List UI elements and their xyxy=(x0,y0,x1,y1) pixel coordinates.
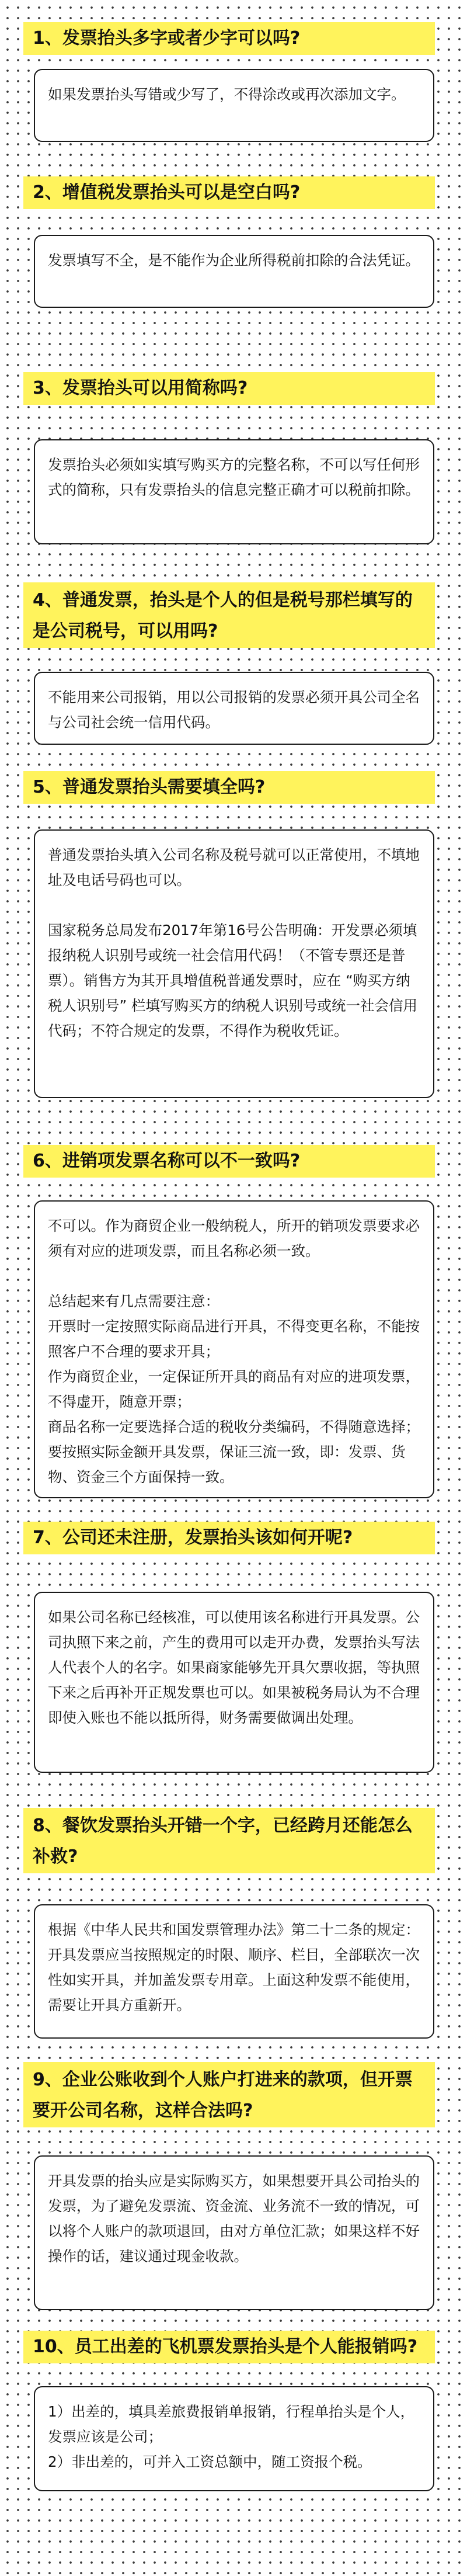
question-heading: 3、发票抬头可以用简称吗? xyxy=(23,372,435,405)
answer-box: 根据《中华人民共和国发票管理办法》第二十二条的规定：开具发票应当按照规定的时限、顺序、栏目，全部联次一次性如实开具，并加盖发票专用章。上面这种发票不能使用，需要让开具方重新开。 xyxy=(34,1904,434,2039)
question-heading: 9、企业公账收到个人账户打进来的款项，但开票要开公司名称，这样合法吗? xyxy=(23,2062,435,2127)
question-heading: 2、增值税发票抬头可以是空白吗? xyxy=(23,176,435,209)
question-heading: 4、普通发票，抬头是个人的但是税号那栏填写的是公司税号，可以用吗? xyxy=(23,582,435,648)
question-heading: 1、发票抬头多字或者少字可以吗? xyxy=(23,22,435,55)
answer-box: 如果发票抬头写错或少写了，不得涂改或再次添加文字。 xyxy=(34,69,434,142)
question-heading: 10、员工出差的飞机票发票抬头是个人能报销吗? xyxy=(23,2331,435,2363)
question-heading: 8、餐饮发票抬头开错一个字，已经跨月还能怎么补救? xyxy=(23,1808,435,1873)
question-heading: 6、进销项发票名称可以不一致吗? xyxy=(23,1145,435,1178)
answer-box: 发票抬头必须如实填写购买方的完整名称，不可以写任何形式的简称，只有发票抬头的信息完整正确才可以税前扣除。 xyxy=(34,439,434,544)
answer-box: 不能用来公司报销，用以公司报销的发票必须开具公司全名与公司社会统一信用代码。 xyxy=(34,672,434,745)
answer-box: 如果公司名称已经核准，可以使用该名称进行开具发票。公司执照下来之前，产生的费用可以走开办费，发票抬头写法人代表个人的名字。如果商家能够先开具欠票收据，等执照下来之后再补开正规发票也可以。如果被税务局认为不合理即使入账也不能以抵所得，财务需要做调出处理。 xyxy=(34,1592,434,1773)
answer-box: 开具发票的抬头应是实际购买方，如果想要开具公司抬头的发票，为了避免发票流、资金流、业务流不一致的情况，可以将个人账户的款项退回，由对方单位汇款；如果这样不好操作的话，建议通过现金收款。 xyxy=(34,2155,434,2310)
answer-box: 不可以。作为商贸企业一般纳税人，所开的销项发票要求必须有对应的进项发票，而且名称必须一致。 总结起来有几点需要注意： 开票时一定按照实际商品进行开具，不得变更名称，不能按照客户不合理的要求开具； 作为商贸企业，一定保证所开具的商品有对应的进项发票，不得虚开，随意开票； 商品名称一定要选择合适的税收分类编码，不得随意选择； 要按照实际金额开具发票，保证三流一致，即：发票、货物、资金三个方面保持一致。 xyxy=(34,1200,434,1498)
answer-box: 1）出差的，填具差旅费报销单报销，行程单抬头是个人，发票应该是公司； 2）非出差的，可并入工资总额中，随工资报个税。 xyxy=(34,2386,434,2491)
answer-box: 普通发票抬头填入公司名称及税号就可以正常使用，不填地址及电话号码也可以。 国家税务总局发布2017年第16号公告明确：开发票必须填报纳税人识别号或统一社会信用代码！（不管专票还是普票）。销售方为其开具增值税普通发票时，应在 “购买方纳税人识别号” 栏填写购买方的纳税人识别号或统一社会信用代码；不符合规定的发票，不得作为税收凭证。 xyxy=(34,829,434,1098)
question-heading: 5、普通发票抬头需要填全吗? xyxy=(23,771,435,804)
answer-box: 发票填写不全，是不能作为企业所得税前扣除的合法凭证。 xyxy=(34,235,434,308)
question-heading: 7、公司还未注册，发票抬头该如何开呢? xyxy=(23,1522,435,1554)
